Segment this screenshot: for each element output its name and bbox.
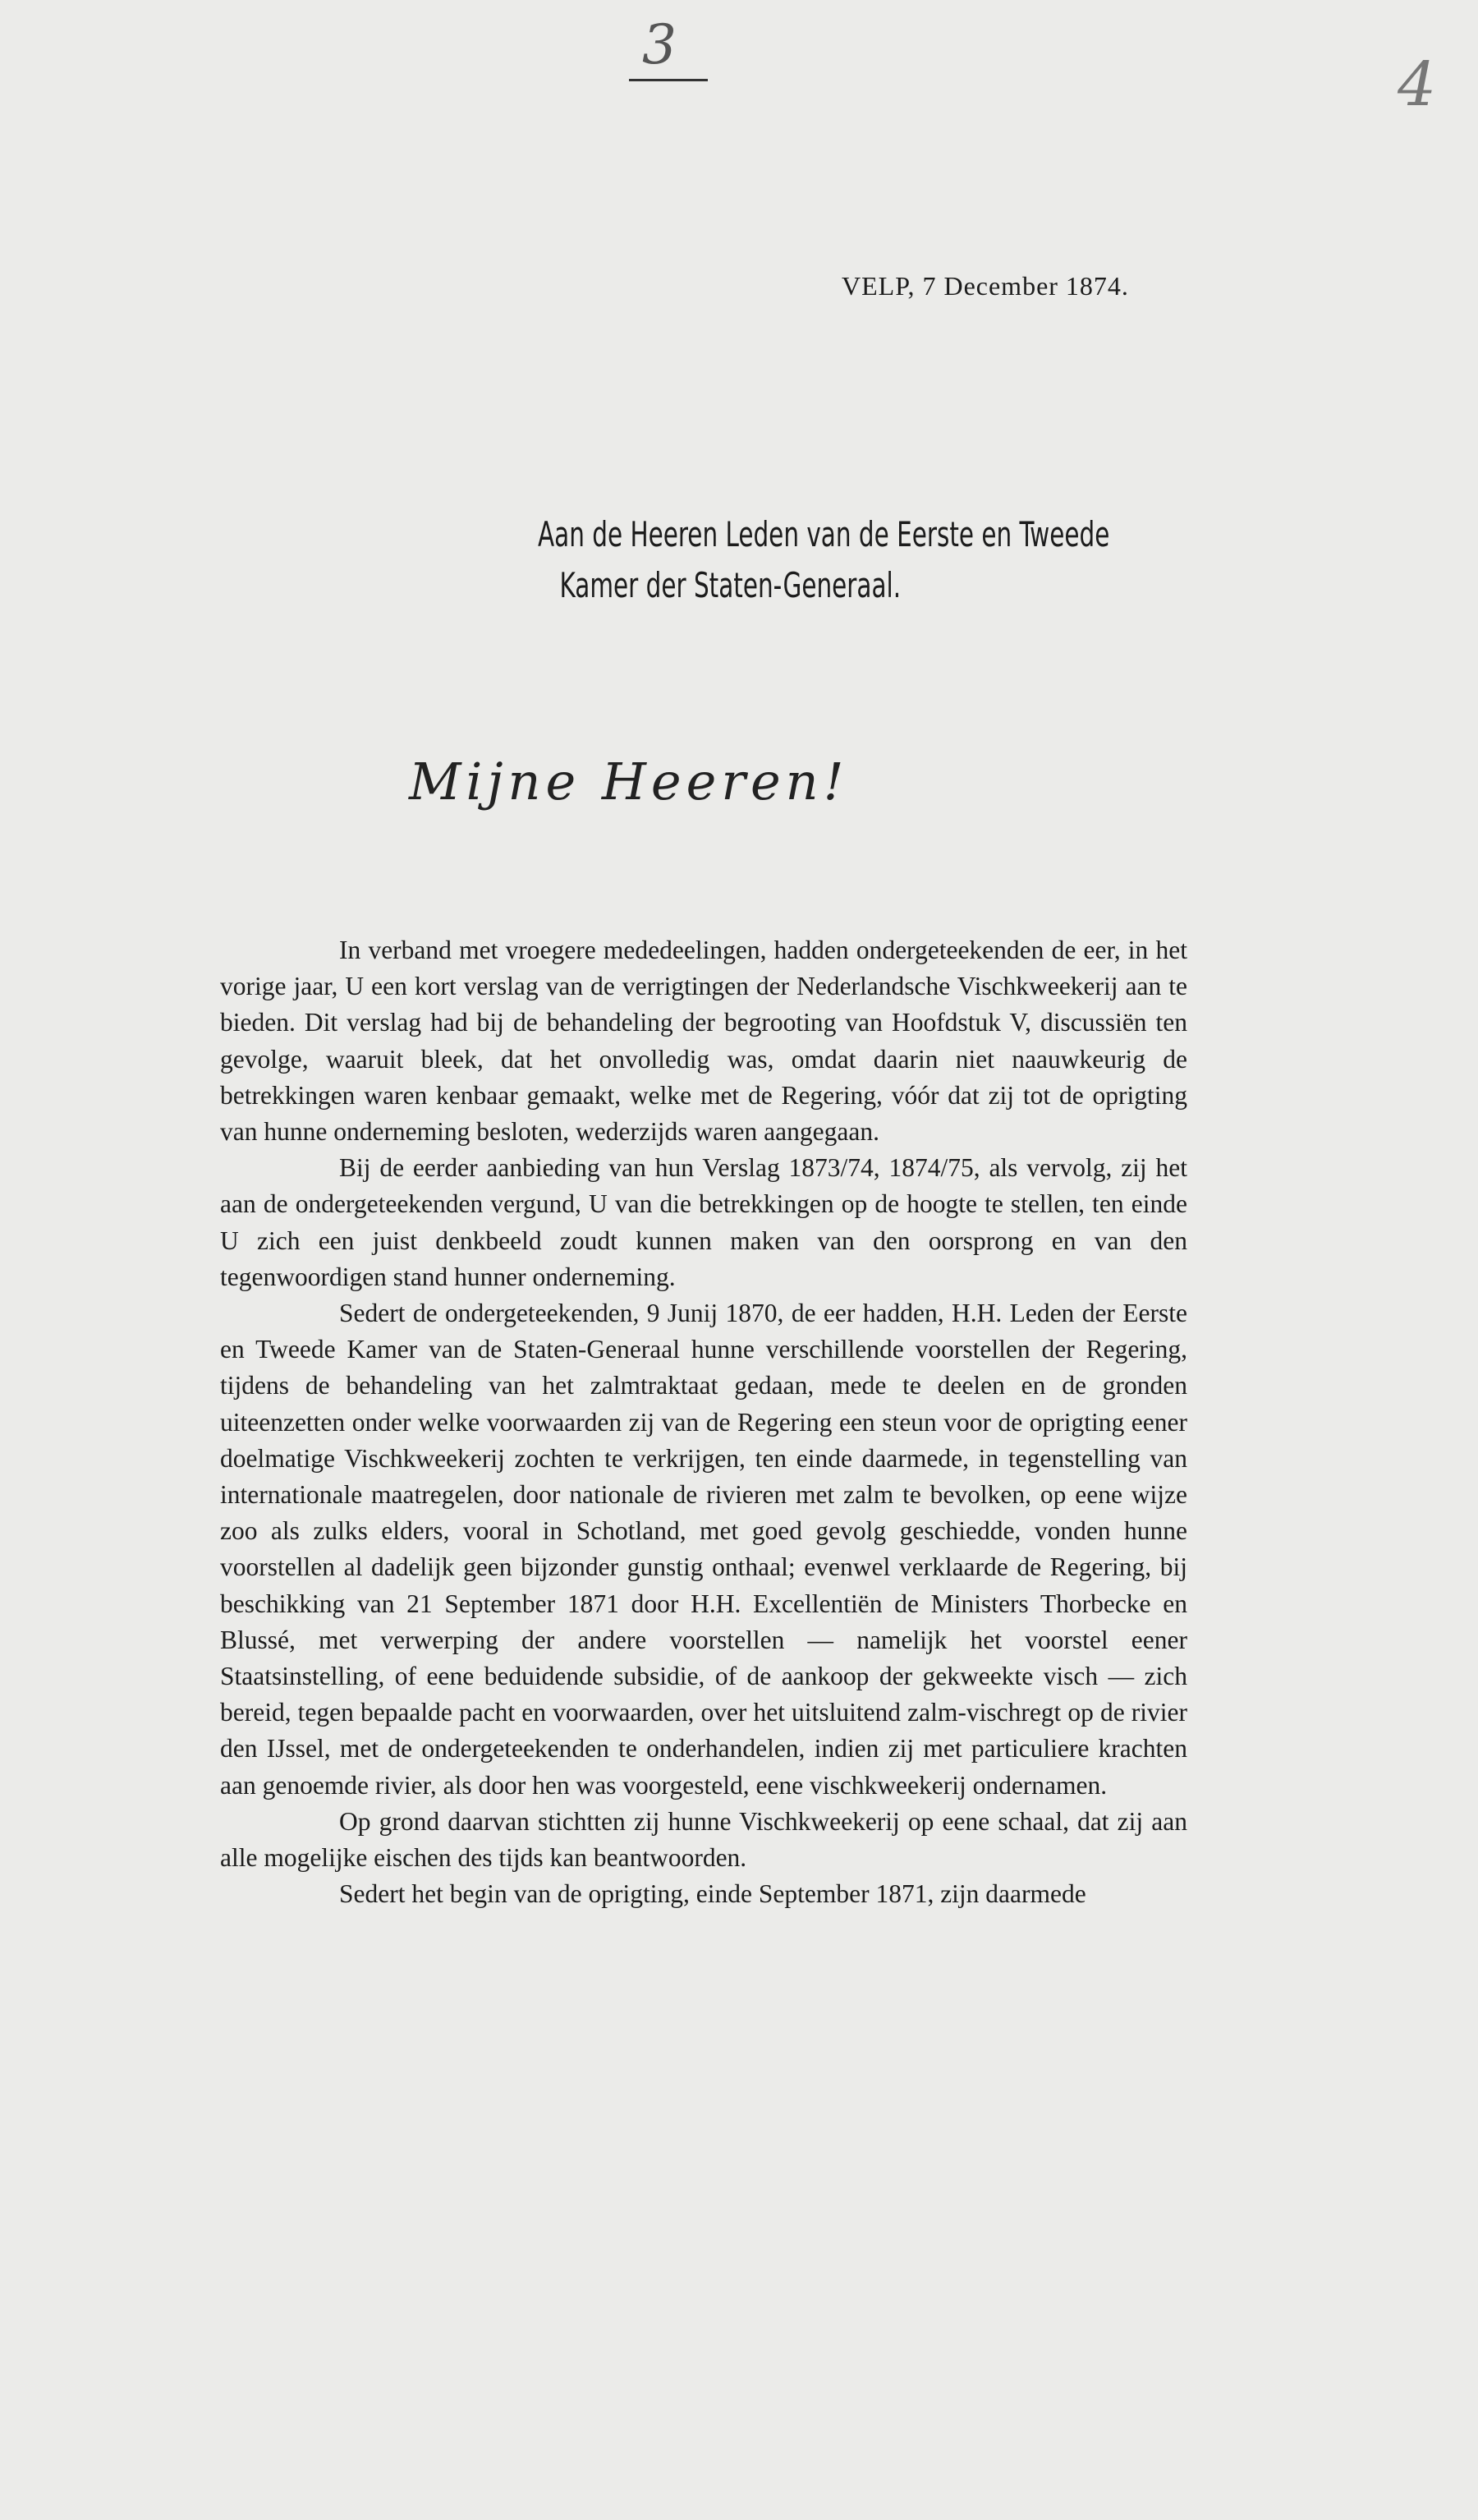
paragraph-3: Sedert de ondergeteekenden, 9 Junij 1870, de eer hadden, H.H. Leden der Eerste en Tweede Kamer van de Staten-Generaal hunne verschillende voorstellen der Regering, tijdens de behandeling van het zalmtraktaat gedaan, mede te deelen en de gronden uiteenzetten onder welke voorwaarden zij van de Regering een steun voor de oprigting eener doelmatige Vischkweekerij zochten te verkrijgen, ten einde daarmede, in tegenstelling van internationale maatregelen, door nationale de rivieren met zalm te bevolken, op eene wijze zoo als zulks elders, vooral in Schotland, met goed gevolg geschiedde, vonden hunne voorstellen al dadelijk geen bijzonder gunstig onthaal; evenwel verklaarde de Regering, bij beschikking van 21 September 1871 door H.H. Excellentiën de Ministers Thorbecke en Blussé, met verwerping der andere voorstellen — namelijk het voorstel eener Staatsinstelling, of eene beduidende subsidie, of de aankoop der gekweekte visch — zich bereid, tegen bepaalde pacht en voorwaarden, over het uitsluitend zalm-vischregt op de rivier den IJssel, met de ondergeteekenden te onderhandelen, indien zij met particuliere krachten aan genoemde rivier, als door hen was voorgesteld, eene vischkweekerij ondernamen. — [220, 1299, 1187, 1800]
address-line-1: Aan de Heeren Leden van de Eerste en Tweede — [538, 514, 1110, 554]
pencil-corner-number: 4 — [1398, 49, 1437, 120]
paragraph-1: In verband met vroegere mededeelingen, hadden ondergeteekenden de eer, in het vorige jaar, U een kort verslag van de verrigtingen der Nederlandsche Vischkweekerij aan te bieden. Dit verslag had bij de behandeling der begrooting van Hoofdstuk V, discussiën ten gevolge, waaruit bleek, dat het onvolledig was, omdat daarin niet naauwkeurig de betrekkingen waren kenbaar gemaakt, welke met de Regering, vóór dat zij tot de oprigting van hunne onderneming besloten, wederzijds waren aangegaan. — [220, 936, 1187, 1147]
pencil-page-number: 3 — [642, 13, 677, 76]
paragraph-2: Bij de eerder aanbieding van hun Verslag 1873/74, 1874/75, als vervolg, zij het aan de ondergeteekenden vergund, U van die betrekkingen op de hoogte te stellen, ten einde U zich een juist denkbeeld zoudt kunnen maken van den oorsprong en van den tegenwoordigen stand hunner onderneming. — [220, 1153, 1187, 1291]
letter-body — [220, 932, 1187, 1912]
place-date: VELP, 7 December 1874. — [842, 271, 1129, 301]
pencil-underline — [629, 79, 708, 81]
address-block — [538, 509, 1110, 611]
paragraph-4: Op grond daarvan stichtten zij hunne Vischkweekerij op eene schaal, dat zij aan alle mogelijke eischen des tijds kan beantwoorden. — [220, 1806, 1187, 1873]
address-line-2: Kamer der Staten-Generaal. — [559, 565, 902, 605]
paragraph-5: Sedert het begin van de oprigting, einde September 1871, zijn daarmede — [339, 1879, 1086, 1909]
salutation: Mijne Heeren! — [409, 752, 849, 812]
